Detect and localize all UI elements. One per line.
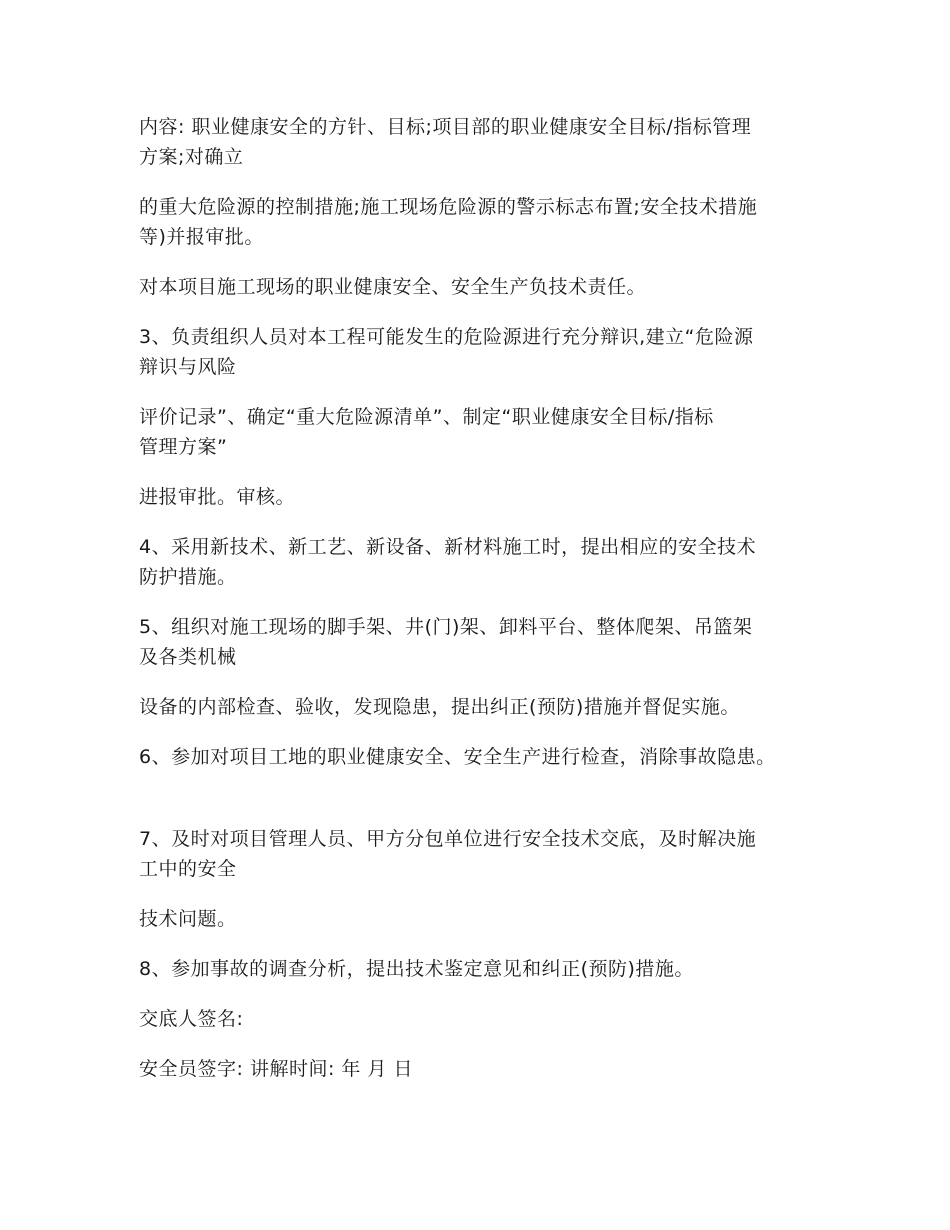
text-line: 及各类机械 <box>139 646 237 668</box>
text-line: 5、组织对施工现场的脚手架、井(门)架、卸料平台、整体爬架、吊篮架 <box>139 616 753 638</box>
text-line: 4、采用新技术、新工艺、新设备、新材料施工时，提出相应的安全技术 <box>139 536 757 558</box>
paragraph-inspection <box>139 692 819 722</box>
paragraph-item-6 <box>139 742 819 772</box>
text-line: 管理方案” <box>139 436 228 458</box>
text-line: 进报审批。审核。 <box>139 486 296 508</box>
text-line: 方案;对确立 <box>139 146 244 168</box>
text-line: 7、及时对项目管理人员、甲方分包单位进行安全技术交底，及时解决施 <box>139 828 757 850</box>
text-line: 等)并报审批。 <box>139 226 264 248</box>
text-line: 对本项目施工现场的职业健康安全、安全生产负技术责任。 <box>139 276 647 298</box>
paragraph-item-7 <box>139 824 819 884</box>
text-line: 6、参加对项目工地的职业健康安全、安全生产进行检查，消除事故隐患。 <box>139 746 776 768</box>
text-line: 技术问题。 <box>139 908 237 930</box>
text-line: 防护措施。 <box>139 566 237 588</box>
paragraph-responsibility <box>139 272 819 302</box>
paragraph-risk-records <box>139 402 819 462</box>
text-line: 评价记录”、确定“重大危险源清单”、制定“职业健康安全目标/指标 <box>139 406 714 428</box>
text-line: 8、参加事故的调查分析，提出技术鉴定意见和纠正(预防)措施。 <box>139 958 694 980</box>
signature-safety-officer <box>139 1054 819 1084</box>
text-line: 安全员签字: 讲解时间: 年 月 日 <box>139 1058 413 1080</box>
signature-presenter <box>139 1004 819 1034</box>
paragraph-approval <box>139 482 819 512</box>
document-body <box>139 112 819 1104</box>
text-line: 内容: 职业健康安全的方针、目标;项目部的职业健康安全目标/指标管理 <box>139 116 752 138</box>
text-line: 3、负责组织人员对本工程可能发生的危险源进行充分辩识,建立“危险源 <box>139 326 754 348</box>
paragraph-item-4 <box>139 532 819 592</box>
text-line: 工中的安全 <box>139 858 237 880</box>
paragraph-item-5 <box>139 612 819 672</box>
paragraph-item-8 <box>139 954 819 984</box>
text-line: 设备的内部检查、验收，发现隐患，提出纠正(预防)措施并督促实施。 <box>139 696 740 718</box>
text-line: 交底人签名: <box>139 1008 244 1030</box>
paragraph-technical-issues <box>139 904 819 934</box>
text-line: 的重大危险源的控制措施;施工现场危险源的警示标志布置;安全技术措施 <box>139 196 758 218</box>
paragraph-item-3 <box>139 322 819 382</box>
paragraph-content-scope <box>139 112 819 172</box>
paragraph-hazard-control <box>139 192 819 252</box>
text-line: 辩识与风险 <box>139 356 237 378</box>
